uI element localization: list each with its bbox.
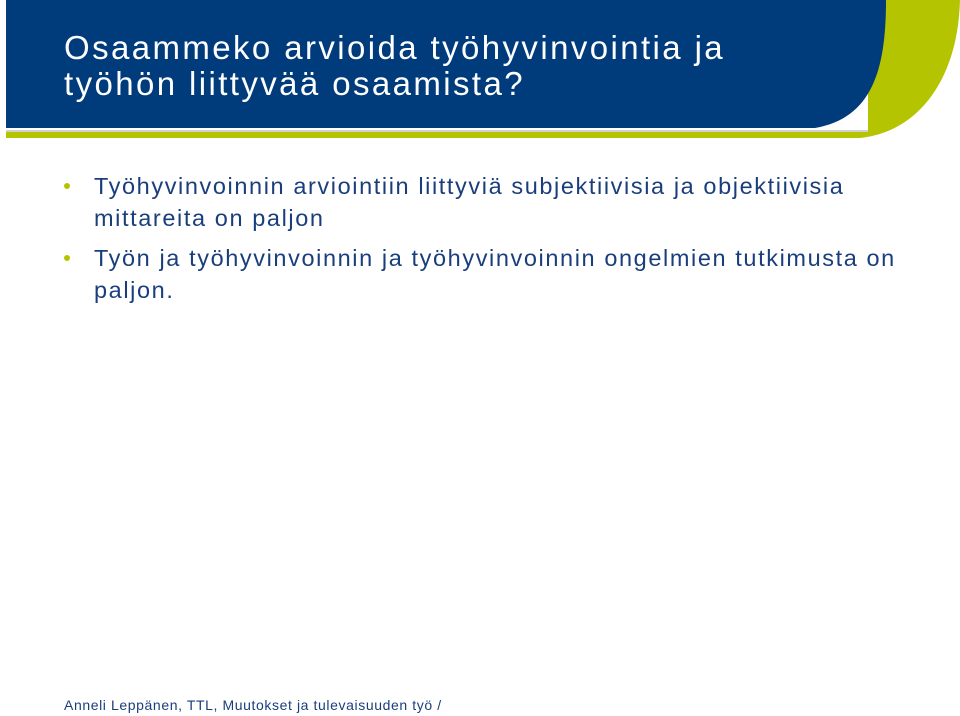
slide-title: Osaammeko arvioida työhyvinvointia ja työhön liittyvää osaamista? — [64, 29, 726, 102]
slide-footer: Anneli Leppänen, TTL, Muutokset ja tulevaisuuden työ / — [64, 697, 442, 713]
bullet-item — [64, 242, 924, 306]
bullet-text: Työhyvinvoinnin arviointiin liittyviä subjektiivisia ja objektiivisia mittareita on paljon — [94, 173, 845, 231]
bullet-list — [64, 170, 924, 314]
bullet-item — [64, 170, 924, 234]
bullet-dot-icon — [64, 183, 70, 189]
bullet-dot-icon — [64, 255, 70, 261]
bullet-text: Työn ja työhyvinvoinnin ja työhyvinvoinnin ongelmien tutkimusta on paljon. — [94, 245, 896, 303]
header-divider — [6, 130, 868, 132]
